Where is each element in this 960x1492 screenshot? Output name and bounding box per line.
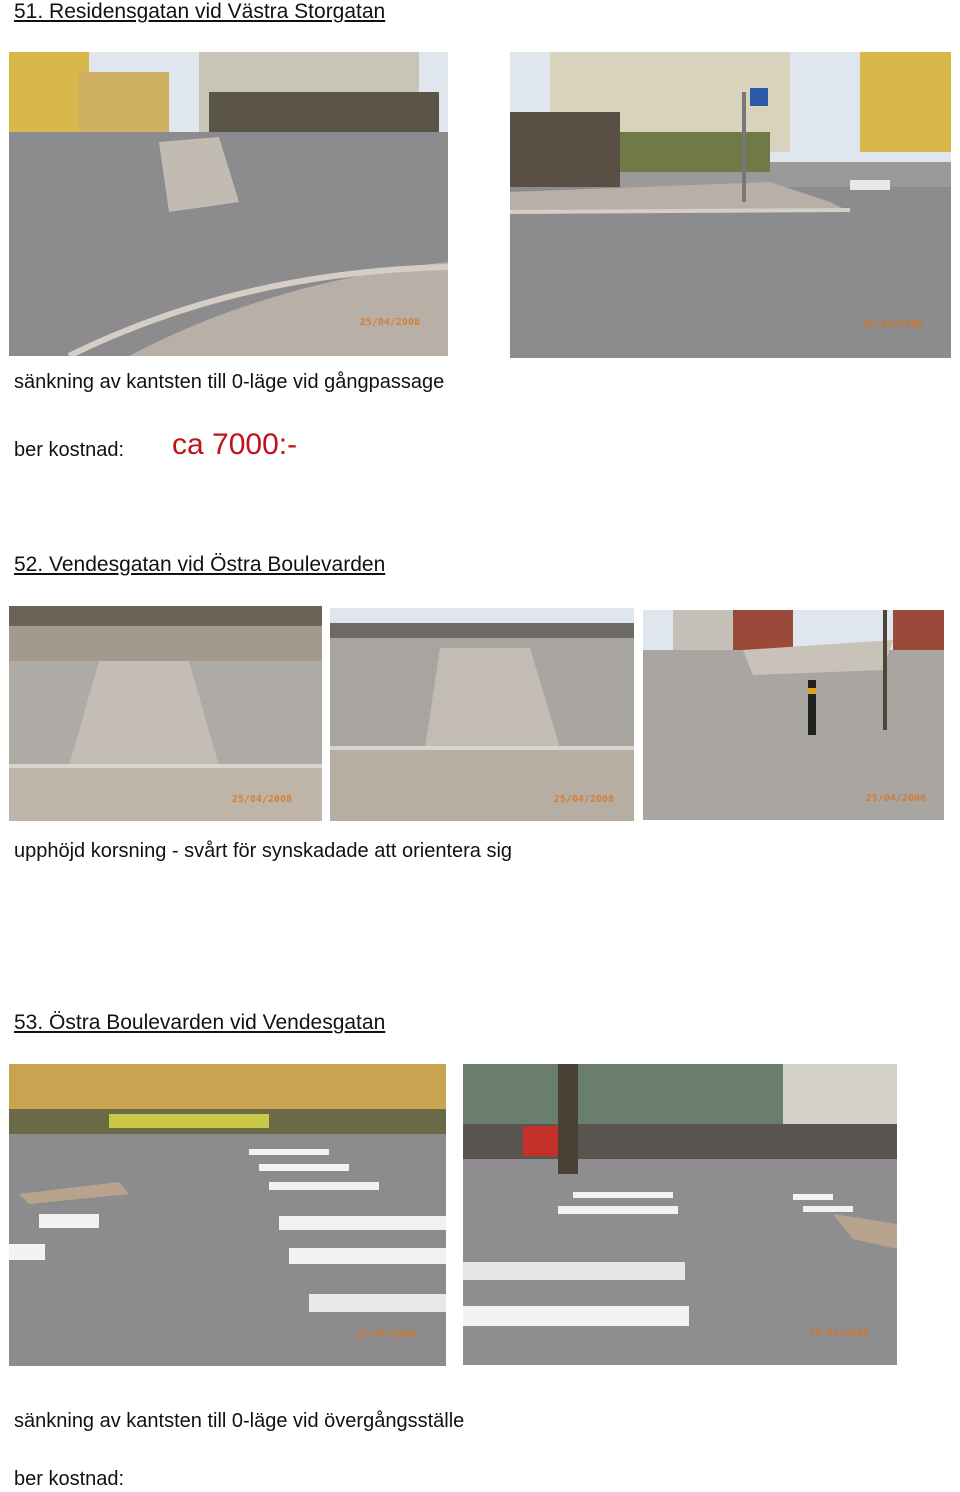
photo-51-corner-right (510, 52, 951, 358)
section-51-caption: sänkning av kantsten till 0-läge vid gångpassage (14, 371, 445, 393)
photo-date-stamp: 25/04/2008 (231, 794, 292, 805)
photo-date-stamp: 25/04/2008 (355, 1329, 416, 1340)
section-51-cost-label: ber kostnad: (14, 439, 125, 461)
photo-date-stamp: 25/04/2008 (865, 793, 926, 804)
photo-date-stamp: 25/04/2008 (553, 794, 614, 805)
photo-52-raised-crossing-2 (330, 608, 634, 821)
photo-52-raised-crossing-3 (643, 610, 944, 820)
photo-date-stamp: 25/04/2008 (808, 1328, 869, 1339)
photo-51-corner-left (9, 52, 448, 356)
photo-53-crosswalk-right (463, 1064, 897, 1365)
section-53-cost-label: ber kostnad: (14, 1468, 125, 1490)
photo-53-crosswalk-left (9, 1064, 446, 1366)
section-53-caption: sänkning av kantsten till 0-läge vid övergångsställe (14, 1410, 465, 1432)
section-51-cost-value: ca 7000:- (172, 428, 298, 461)
photo-date-stamp: 25/04/2008 (359, 317, 420, 328)
section-53-heading: 53. Östra Boulevarden vid Vendesgatan (14, 1011, 386, 1034)
section-51-heading: 51. Residensgatan vid Västra Storgatan (14, 0, 386, 23)
photo-date-stamp: 25/04/2008 (862, 319, 923, 330)
section-52-heading: 52. Vendesgatan vid Östra Boulevarden (14, 553, 386, 576)
photo-52-raised-crossing-1 (9, 606, 322, 821)
section-52-caption: upphöjd korsning - svårt för synskadade att orientera sig (14, 840, 513, 862)
